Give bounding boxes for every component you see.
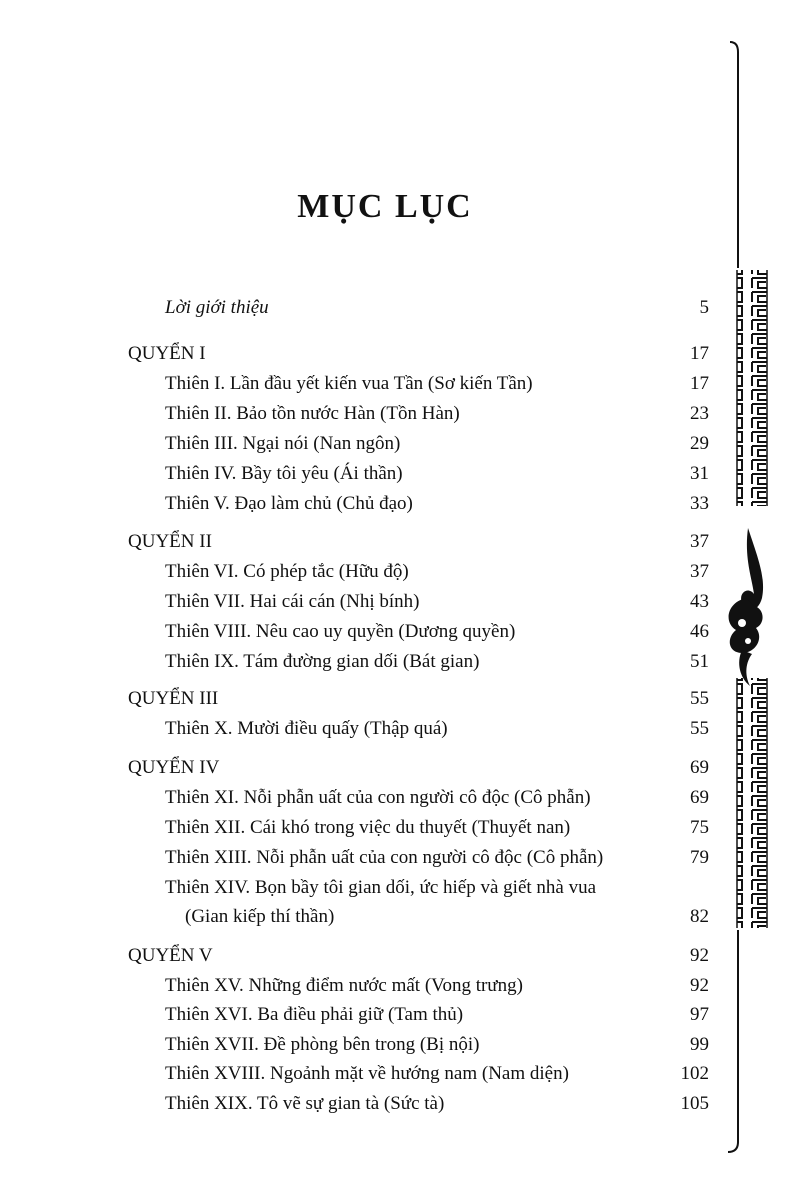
toc-entry-text: Thiên XVII. Đề phòng bên trong (Bị nội) <box>165 1034 480 1055</box>
toc-entry-page: 33 <box>690 493 709 514</box>
section-title: QUYỂN IV <box>128 757 220 778</box>
toc-entry-text: Thiên VII. Hai cái cán (Nhị bính) <box>165 591 420 612</box>
toc-entry-text: Thiên XIX. Tô vẽ sự gian tà (Sức tà) <box>165 1093 445 1114</box>
toc-entry-text: Thiên XVI. Ba điều phải giữ (Tam thủ) <box>165 1004 464 1025</box>
toc-entry-text: (Gian kiếp thí thần) <box>185 906 335 927</box>
toc-entry-text: Thiên IV. Bầy tôi yêu (Ái thần) <box>165 463 403 484</box>
toc-entry-page: 75 <box>690 817 709 838</box>
toc-entry-page: 17 <box>690 373 709 394</box>
section-page: 17 <box>690 343 709 364</box>
toc-entry-page: 46 <box>690 621 709 642</box>
section-title: QUYỂN III <box>128 688 219 709</box>
toc-entry-text: Thiên XII. Cái khó trong việc du thuyết (Thuyết nan) <box>165 817 571 838</box>
toc-intro-text: Lời giới thiệu <box>165 297 269 318</box>
toc-entry-page: 43 <box>690 591 709 612</box>
toc-entry-text: Thiên X. Mười điều quấy (Thập quá) <box>165 718 448 739</box>
toc-entry-page: 79 <box>690 847 709 868</box>
toc-entry-page: 55 <box>690 718 709 739</box>
toc-entry-text: Thiên VI. Có phép tắc (Hữu độ) <box>165 561 409 582</box>
toc-entry-text: Thiên V. Đạo làm chủ (Chủ đạo) <box>165 493 413 514</box>
section-page: 37 <box>690 531 709 552</box>
toc-entry-text: Thiên XIII. Nỗi phẫn uất của con người cô độc (Cô phẫn) <box>165 847 604 868</box>
toc-entry-page: 92 <box>690 975 709 996</box>
toc-entry-page: 99 <box>690 1034 709 1055</box>
toc-entry-text: Thiên I. Lần đầu yết kiến vua Tần (Sơ kiến Tần) <box>165 373 533 394</box>
toc-entry-text: Thiên III. Ngại nói (Nan ngôn) <box>165 433 401 454</box>
section-title: QUYỂN V <box>128 945 213 966</box>
section-page: 69 <box>690 757 709 778</box>
toc-entry-text: Thiên VIII. Nêu cao uy quyền (Dương quyền) <box>165 621 516 642</box>
fret-band-upper <box>737 270 767 506</box>
toc-entry-page: 105 <box>680 1093 709 1114</box>
toc-entry-text: Thiên II. Bảo tồn nước Hàn (Tồn Hàn) <box>165 403 460 424</box>
toc-entry-page: 102 <box>680 1063 709 1084</box>
section-page: 55 <box>690 688 709 709</box>
decorative-border <box>718 38 778 1158</box>
section-title: QUYỂN I <box>128 343 206 364</box>
toc-entry-page: 82 <box>690 906 709 927</box>
section-page: 92 <box>690 945 709 966</box>
toc-entry-page: 37 <box>690 561 709 582</box>
toc-entry-text: Thiên XI. Nỗi phẫn uất của con người cô độc (Cô phẫn) <box>165 787 591 808</box>
fret-band-lower <box>737 678 767 928</box>
page-title: MỤC LỤC <box>297 188 473 225</box>
toc-entry-page: 51 <box>690 651 709 672</box>
toc-entry-page: 97 <box>690 1004 709 1025</box>
toc-entry-text: Thiên XVIII. Ngoảnh mặt về hướng nam (Nam diện) <box>165 1063 569 1084</box>
section-title: QUYỂN II <box>128 531 212 552</box>
toc-entry-page: 29 <box>690 433 709 454</box>
toc-entry-text: Thiên XIV. Bọn bầy tôi gian dối, ức hiếp và giết nhà vua <box>165 877 597 898</box>
bracket-bottom <box>728 930 738 1152</box>
toc-entry-page: 23 <box>690 403 709 424</box>
toc-entry-text: Thiên IX. Tám đường gian dối (Bát gian) <box>165 651 480 672</box>
toc-entry-page: 31 <box>690 463 709 484</box>
cloud-ornament <box>729 528 763 686</box>
toc-entry-page: 69 <box>690 787 709 808</box>
toc-entry-text: Thiên XV. Những điểm nước mất (Vong trưng) <box>165 975 523 996</box>
bracket-top <box>730 42 738 268</box>
toc-intro-page: 5 <box>699 297 709 318</box>
